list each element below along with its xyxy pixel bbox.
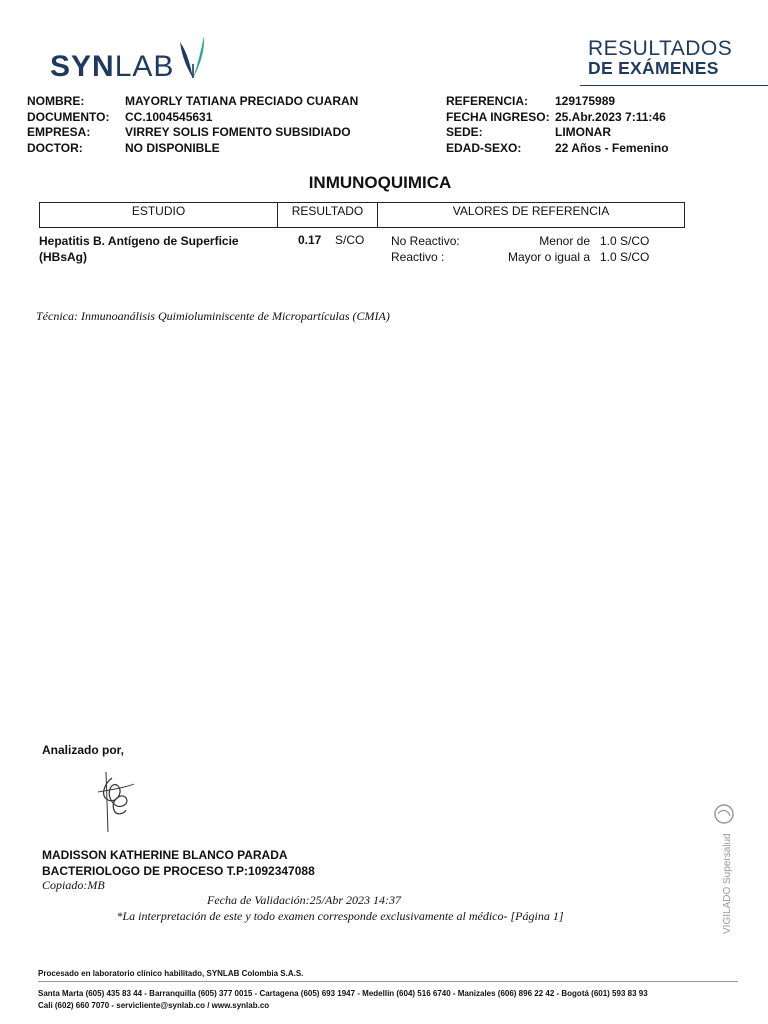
results-heading-line2: DE EXÁMENES [588,58,719,78]
info-row-referencia: REFERENCIA: 129175989 [446,94,616,108]
section-title: INMUNOQUIMICA [308,173,452,192]
reference-labels: No Reactivo: Reactivo : [391,234,460,264]
copied-by: Copiado:MB [42,878,105,892]
info-row-fecha-ingreso: FECHA INGRESO: 25.Abr.2023 7:11:46 [446,109,666,124]
footer-phones: Santa Marta (605) 435 83 44 - Barranquilla (605) 377 0015 - Cartagena (605) 693 1947 - Medellín (604) 516 6740 - Manizales (606) 896 22 42 - Bogotá (601) 593 83 93 [38,989,648,998]
results-heading [588,38,732,78]
patient-info-left [27,94,427,156]
reference-operators: Menor de Mayor o igual a [507,234,590,264]
result-value: 0.17 [298,233,322,247]
heading-divider [580,85,768,86]
analyzed-by-label: Analizado por, [42,743,125,757]
logo-wordmark: SYNLAB [50,50,175,83]
footer-divider [38,981,738,982]
info-row-empresa: EMPRESA: VIRREY SOLIS FOMENTO SUBSIDIADO [27,125,351,139]
result-unit: S/CO [335,233,365,247]
results-heading-line1: RESULTADOS [588,37,733,60]
footer-contacts [38,988,648,1012]
reference-values: 1.0 S/CO 1.0 S/CO [600,234,650,264]
info-row-edad-sexo: EDAD-SEXO: 22 Años - Femenino [446,140,669,155]
column-header-referencia: VALORES DE REFERENCIA [452,204,610,218]
signer-block [42,848,315,879]
validation-date: Fecha de Validación:25/Abr 2023 14:37 [207,893,401,907]
disclaimer: *La interpretación de este y todo examen corresponde exclusivamente al médico- [Página 1] [116,909,564,923]
column-header-estudio: ESTUDIO [40,203,278,227]
technique-note: Técnica: Inmunoanálisis Quimioluminiscente de Micropartículas (CMIA) [36,309,390,323]
info-row-sede: SEDE: LIMONAR [446,125,611,139]
signer-name: MADISSON KATHERINE BLANCO PARADA [42,848,288,862]
synlab-leaf-icon [176,34,210,80]
handwritten-signature [90,770,150,836]
info-row-doctor: DOCTOR: NO DISPONIBLE [27,140,220,155]
column-header-resultado: RESULTADO [278,203,378,227]
svg-text:VIGILADO Supersalud: VIGILADO Supersalud [722,833,733,934]
results-table-header [39,202,685,228]
info-row-documento: DOCUMENTO: CC.1004545631 [27,109,213,124]
footer-web: Cali (602) 660 7070 - servicliente@synlab.co / www.synlab.co [38,1001,270,1010]
info-row-nombre: NOMBRE: MAYORLY TATIANA PRECIADO CUARAN [27,94,359,108]
patient-info-right [446,94,746,156]
vigilado-supersalud-seal [706,800,746,940]
synlab-logo [50,34,210,82]
study-name: Hepatitis B. Antígeno de Superficie (HBsAg) [39,234,239,264]
signer-role: BACTERIOLOGO DE PROCESO T.P:1092347088 [42,863,315,878]
footer-lab-note: Procesado en laboratorio clínico habilitado, SYNLAB Colombia S.A.S. [38,969,304,978]
